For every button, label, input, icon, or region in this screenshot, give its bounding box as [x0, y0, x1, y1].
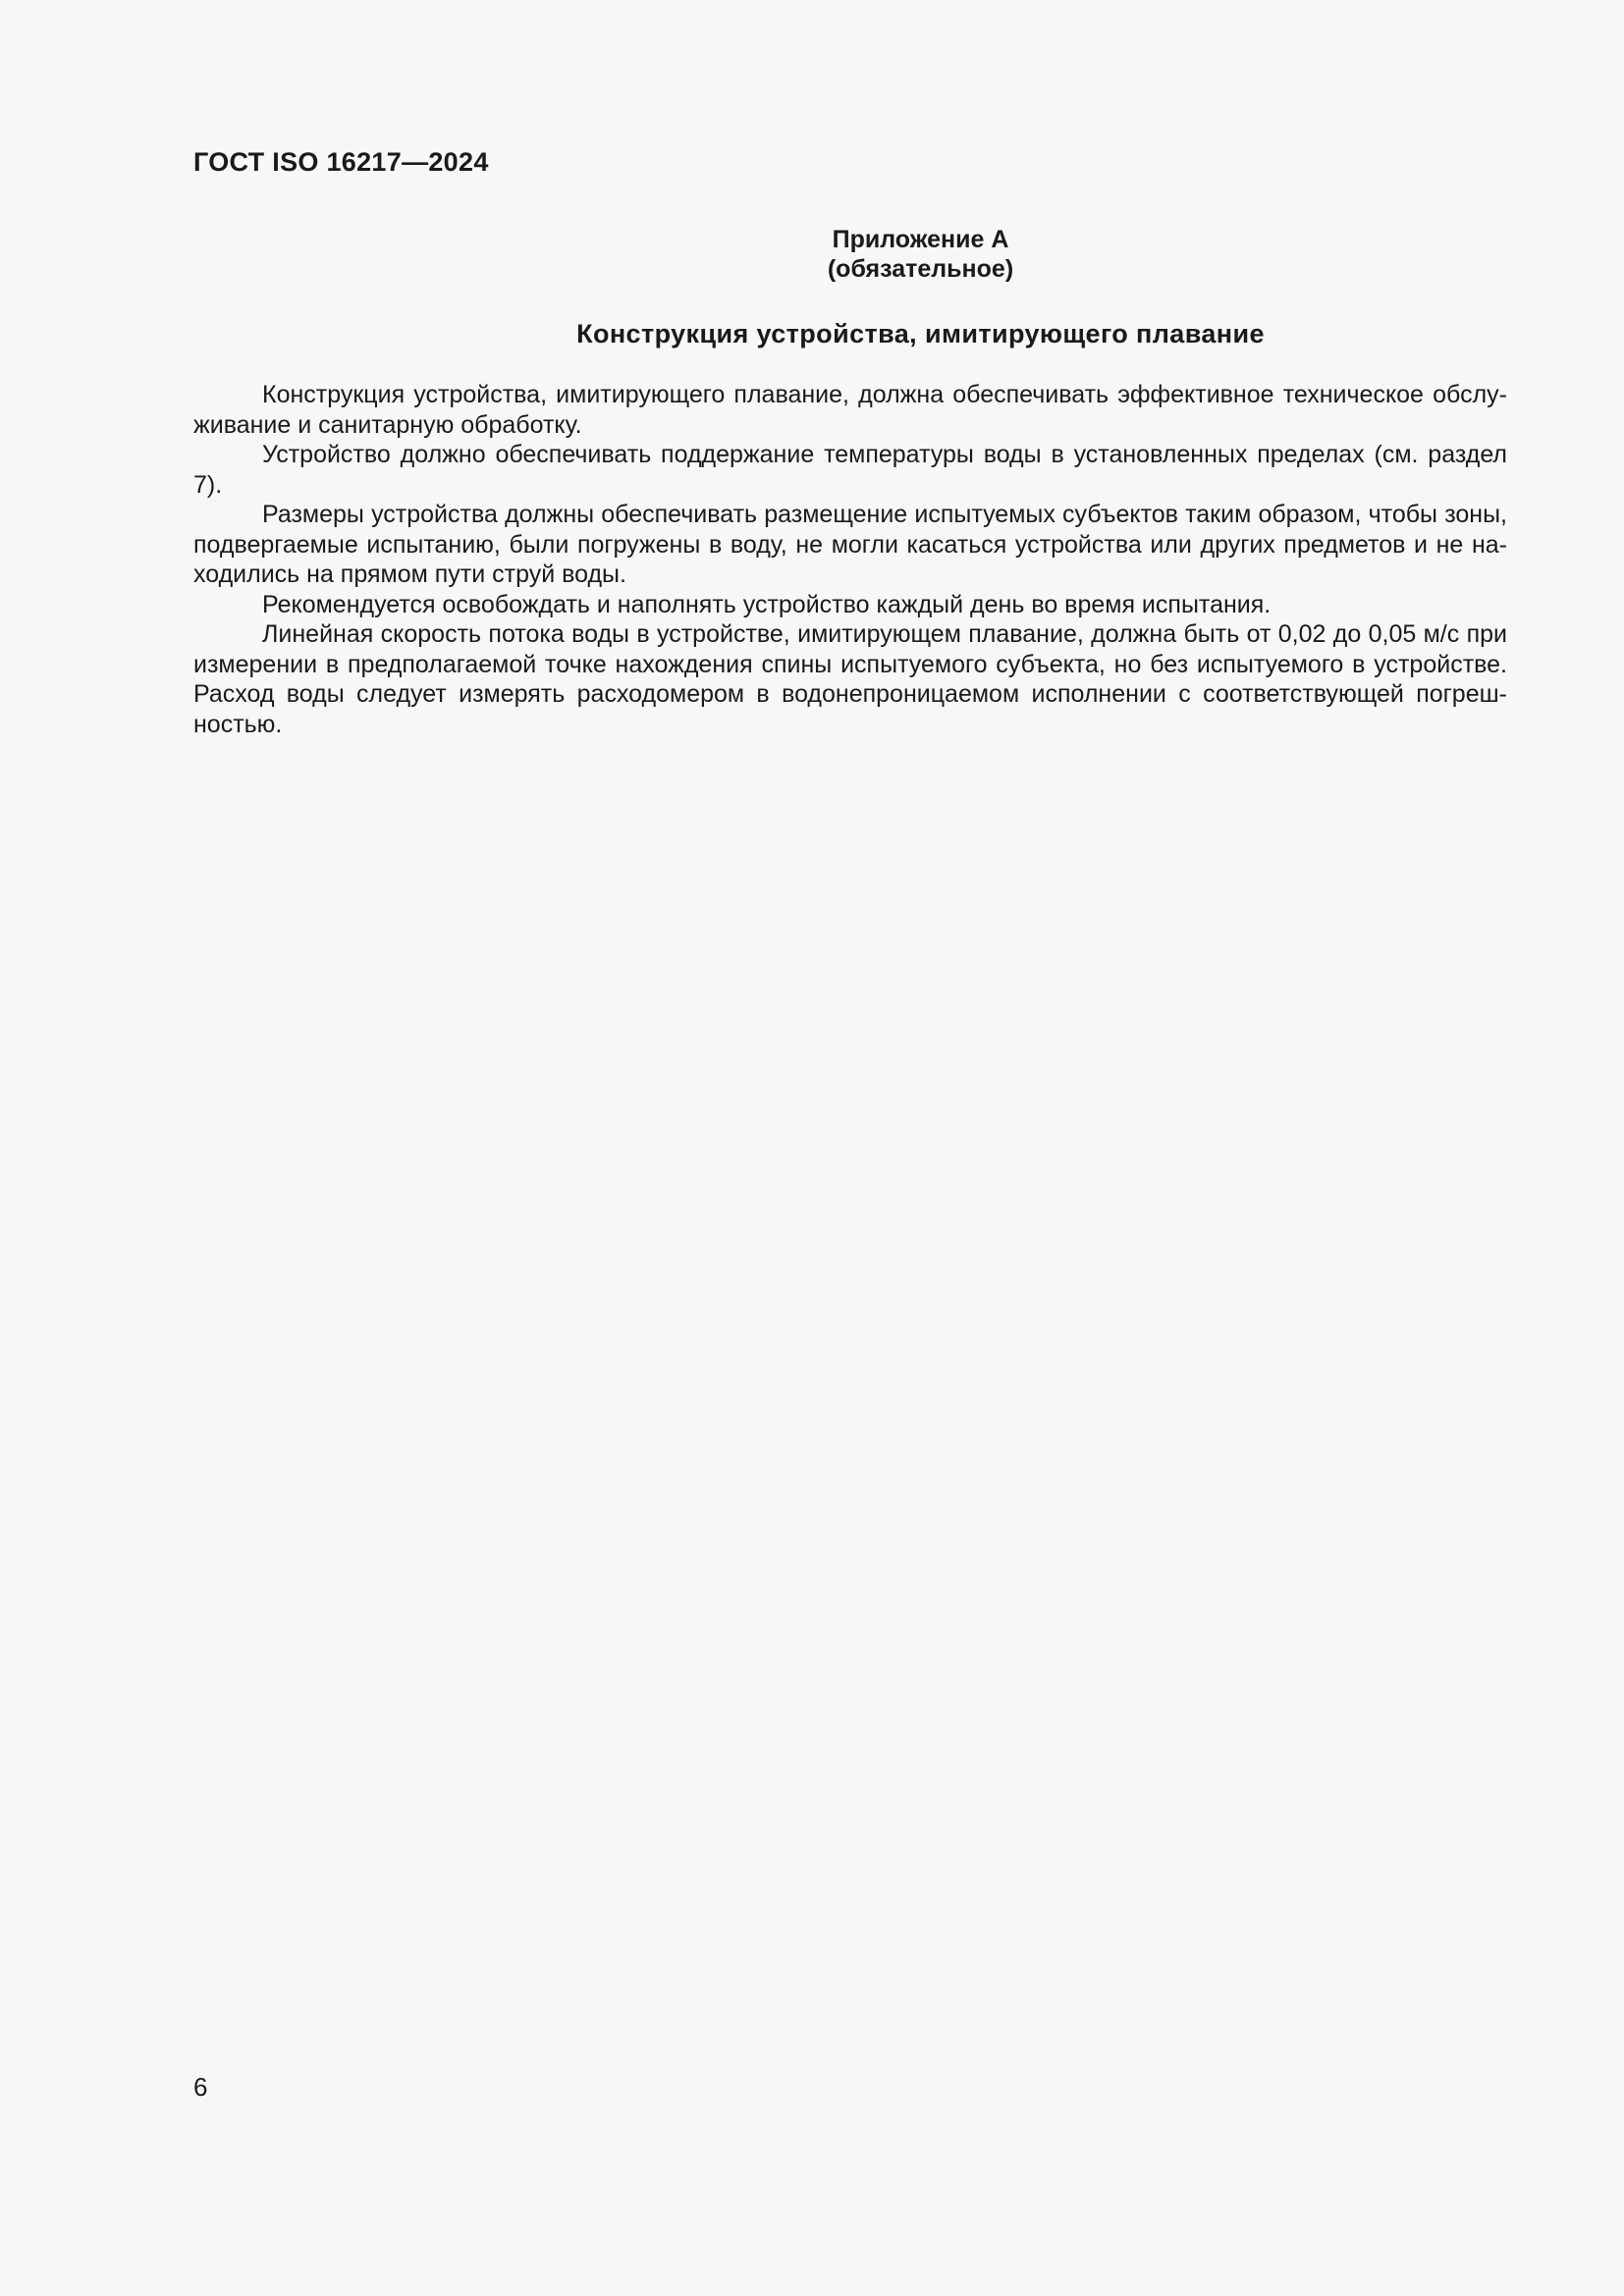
- body-paragraph: Рекомендуется освобождать и наполнять устройство каждый день во время испытания.: [262, 590, 1272, 618]
- body-paragraph: Конструкция устройства, имитирующего плавание, должна обеспечивать эффективное техническое обслуживание и санитарную обработку.: [193, 381, 1507, 439]
- appendix-body: [193, 380, 1507, 739]
- appendix-heading: [193, 225, 1507, 284]
- body-paragraph: Устройство должно обеспечивать поддержание температуры воды в установленных пределах (см. раздел 7).: [193, 441, 1507, 499]
- page-number: 6: [193, 2072, 208, 2102]
- appendix-title: [193, 317, 1507, 350]
- body-paragraph: Размеры устройства должны обеспечивать размещение испытуемых субъектов таким образом, чтобы зоны, подвергаемые испытанию, были погружены в воду, не могли касаться устройства или других предметов и не находились на прямом пути струй воды.: [193, 501, 1507, 588]
- appendix-label: Приложение А: [832, 226, 1009, 253]
- document-header-standard-code: ГОСТ ISO 16217—2024: [193, 147, 489, 177]
- appendix-title-text: Конструкция устройства, имитирующего плавание: [576, 319, 1265, 348]
- appendix-status: (обязательное): [827, 255, 1014, 283]
- body-paragraph: Линейная скорость потока воды в устройстве, имитирующем плавание, должна быть от 0,02 до 0,05 м/с при измерении в предполагаемой точке нахождения спины испытуемого субъекта, но без испытуемого в устройстве. Расход воды следует измерять расходомером в водонепроницаемом исполнении с соответствующей погрешностью.: [193, 620, 1507, 738]
